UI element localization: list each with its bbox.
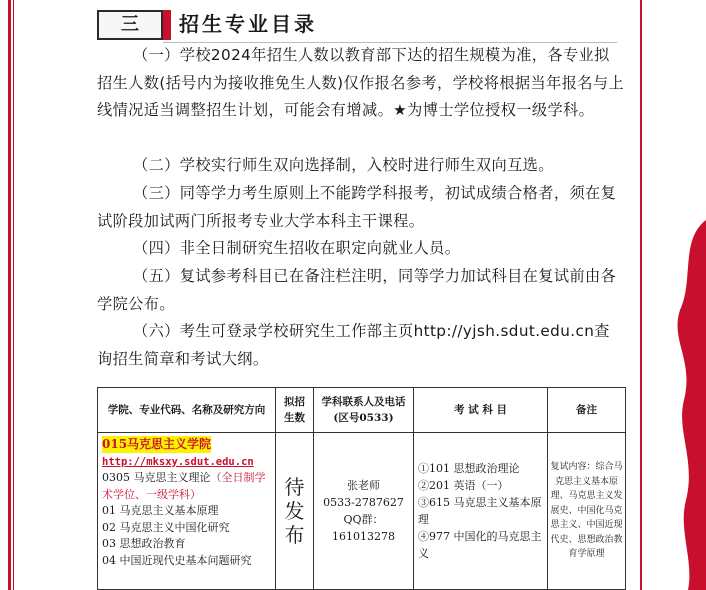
department-name: 015马克思主义学院 — [102, 437, 212, 451]
section-accent-bar — [163, 10, 171, 40]
right-red-wave-decoration — [650, 0, 706, 590]
direction-item: 03 思想政治教育 — [102, 537, 186, 550]
contact-phone: 0533-2787627 — [323, 496, 404, 509]
section-header — [97, 10, 617, 38]
header-quota: 拟招 生数 — [276, 388, 314, 433]
header-contact: 学科联系人及电话 (区号0533) — [314, 388, 414, 433]
contact-qq: QQ群：161013278 — [332, 513, 395, 543]
contact-name: 张老师 — [347, 479, 380, 492]
left-border-decoration — [0, 0, 16, 590]
direction-item: 04 中国近现代史基本问题研究 — [102, 553, 252, 567]
header-exam-subjects: 考 试 科 目 — [414, 388, 548, 433]
right-border-line — [640, 0, 642, 590]
admission-catalog-table — [97, 387, 626, 590]
section-number: 三 — [97, 10, 163, 40]
direction-item: 01 马克思主义基本原理 — [102, 504, 219, 517]
paragraph-3: （三）同等学力考生原则上不能跨学科报考，初试成绩合格者，须在复试阶段加试两门所报考专业大学本科主干课程。 — [97, 184, 617, 230]
cell-exams — [414, 433, 548, 590]
cell-quota — [276, 433, 314, 590]
cell-remark: 复试内容：综合马克思主义基本原理、马克思主义发展史、中国化马克思主义、中国近现代史、思想政治教育学原理 — [548, 433, 626, 590]
table-header-row — [98, 388, 626, 433]
paragraph-6: （六）考生可登录学校研究生工作部主页http://yjsh.sdut.edu.cn查询招生简章和考试大纲。 — [97, 322, 610, 368]
header-remarks: 备注 — [548, 388, 626, 433]
direction-item: 02 马克思主义中国化研究 — [102, 520, 230, 534]
exam-item: ②201 英语（一） — [418, 479, 509, 492]
paragraph-2: （二）学校实行师生双向选择制，入校时进行师生双向互选。 — [133, 156, 554, 174]
table-row — [98, 433, 626, 590]
header-major: 学院、专业代码、名称及研究方向 — [98, 388, 276, 433]
cell-contact — [314, 433, 414, 590]
paragraph-4: （四）非全日制研究生招收在职定向就业人员。 — [133, 239, 461, 257]
major-note: （全日制学术学位、一级学科） — [102, 471, 266, 501]
cell-major — [98, 433, 276, 590]
paragraph-5: （五）复试参考科目已在备注栏注明，同等学力加试科目在复试前由各学院公布。 — [97, 267, 617, 313]
major-code: 0305 马克思主义理论 — [102, 471, 211, 484]
quota-value: 待发布 — [284, 475, 305, 547]
department-url-link[interactable]: http://mksxy.sdut.edu.cn — [102, 455, 254, 468]
paragraph-1: （一）学校2024年招生人数以教育部下达的招生规模为准，各专业拟招生人数(括号内为接收推免生人数)仅作报名参考，学校将根据当年报名与上线情况适当调整招生计划，可能会有增减。★为博士学位授权一级学科。 — [97, 46, 625, 119]
exam-item: ④977 中国化的马克思主义 — [418, 530, 542, 560]
exam-item: ③615 马克思主义基本原理 — [418, 496, 542, 526]
section-title: 招生专业目录 — [179, 12, 317, 36]
exam-item: ①101 思想政治理论 — [418, 462, 520, 475]
